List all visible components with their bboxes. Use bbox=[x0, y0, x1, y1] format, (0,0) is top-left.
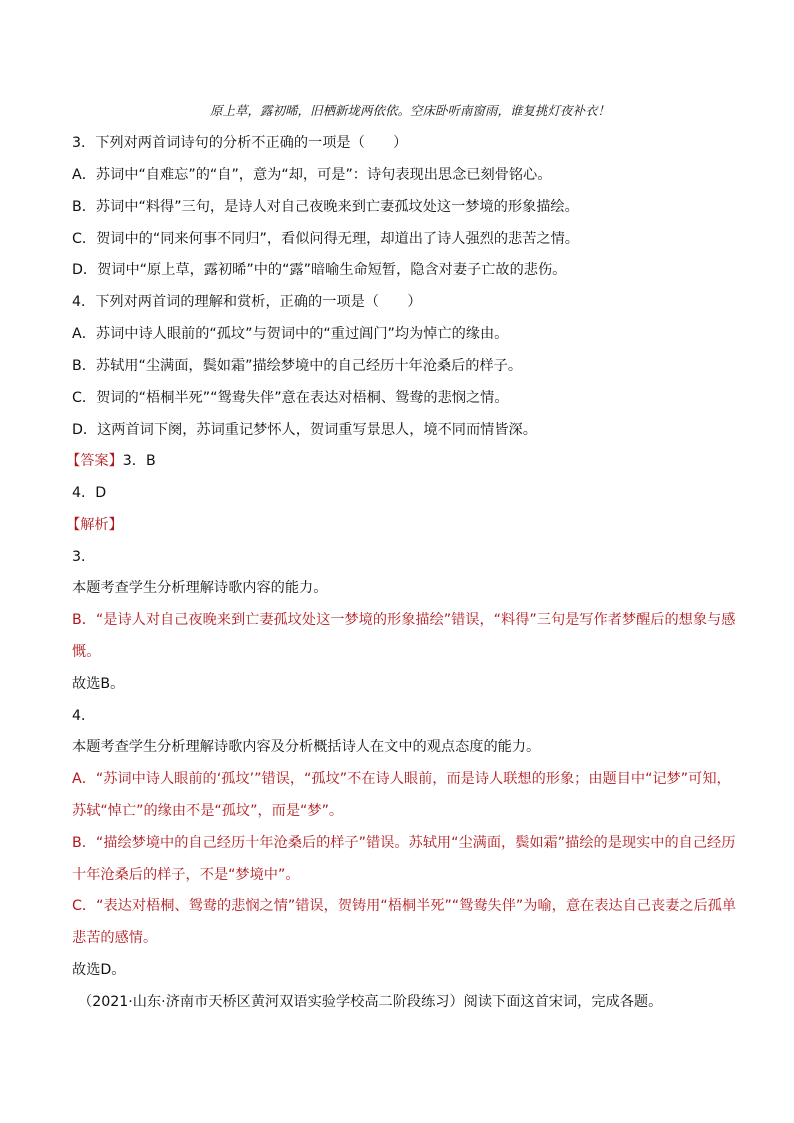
question-3-option-d: D．贺词中“原上草，露初晞”中的“露”暗喻生命短暂，隐含对妻子亡故的悲伤。 bbox=[72, 262, 567, 278]
analysis-q4-a-line2: 苏轼“悼亡”的缘由不是“孤坟”，而是“梦”。 bbox=[72, 803, 344, 819]
analysis-q4-c-line2: 悲苦的感情。 bbox=[72, 930, 158, 946]
analysis-q4-number: 4． bbox=[72, 708, 96, 724]
next-question-source: （2021·山东·济南市天桥区黄河双语实验学校高二阶段练习）阅读下面这首宋词，完成各题。 bbox=[78, 994, 663, 1010]
analysis-q3-intro: 本题考查学生分析理解诗歌内容的能力。 bbox=[72, 580, 328, 596]
analysis-q4-intro: 本题考查学生分析理解诗歌内容及分析概括诗人在文中的观点态度的能力。 bbox=[72, 739, 541, 755]
analysis-q4-choice: 故选D。 bbox=[72, 962, 126, 978]
answer-q4: 4．D bbox=[72, 485, 107, 501]
answer-line bbox=[66, 451, 726, 471]
question-3-stem: 3．下列对两首词诗句的分析不正确的一项是（ ） bbox=[72, 135, 408, 151]
analysis-q3-choice: 故选B。 bbox=[72, 676, 125, 692]
analysis-q3-b-line2: 慨。 bbox=[72, 644, 101, 660]
analysis-q3-number: 3． bbox=[72, 549, 96, 565]
analysis-q4-b-line1: B．“描绘梦境中的自己经历十年沧桑后的样子”错误。苏轼用“尘满面，鬓如霜”描绘的是现实中的自己经历 bbox=[72, 835, 736, 851]
analysis-q4-c-line1: C．“表达对梧桐、鸳鸯的悲悯之情”错误，贺铸用“梧桐半死”“鸳鸯失伴”为喻，意在表达自己丧妻之后孤单 bbox=[72, 898, 737, 914]
question-4-option-c: C．贺词的“梧桐半死”“鸳鸯失伴”意在表达对梧桐、鸳鸯的悲悯之情。 bbox=[72, 390, 509, 406]
analysis-q4-b-line2: 十年沧桑后的样子，不是“梦境中”。 bbox=[72, 867, 300, 883]
answer-label: 【答案】 bbox=[66, 453, 123, 469]
question-4-option-b: B．苏轼用“尘满面，鬓如霜”描绘梦境中的自己经历十年沧桑后的样子。 bbox=[72, 358, 523, 374]
question-3-option-a: A．苏词中“自难忘”的“自”，意为“却，可是”：诗句表现出思念已刻骨铭心。 bbox=[72, 167, 552, 183]
answer-q3: 3．B bbox=[122, 453, 156, 469]
poem-line: 原上草，露初晞，旧栖新垅两依依。空床卧听南窗雨，谁复挑灯夜补衣！ bbox=[209, 103, 610, 118]
analysis-q4-a-line1: A．“苏词中诗人眼前的‘孤坟’”错误，“孤坟”不在诗人眼前，而是诗人联想的形象；由题目中“记梦”可知， bbox=[72, 771, 731, 787]
question-3-option-c: C．贺词中的“同来何事不同归”，看似问得无理，却道出了诗人强烈的悲苦之情。 bbox=[72, 231, 579, 247]
analysis-q3-b-line1: B．“是诗人对自己夜晚来到亡妻孤坟处这一梦境的形象描绘”错误，“料得”三句是写作者梦醒后的想象与感 bbox=[72, 612, 736, 628]
question-4-stem: 4．下列对两首词的理解和赏析，正确的一项是（ ） bbox=[72, 294, 422, 310]
question-4-option-a: A．苏词中诗人眼前的“孤坟”与贺词中的“重过阊门”均为悼亡的缘由。 bbox=[72, 326, 509, 342]
question-3-option-b: B．苏词中“料得”三句，是诗人对自己夜晚来到亡妻孤坟处这一梦境的形象描绘。 bbox=[72, 199, 579, 215]
analysis-label: 【解析】 bbox=[66, 517, 123, 533]
question-4-option-d: D．这两首词下阕，苏词重记梦怀人，贺词重写景思人，境不同而情皆深。 bbox=[72, 422, 537, 438]
